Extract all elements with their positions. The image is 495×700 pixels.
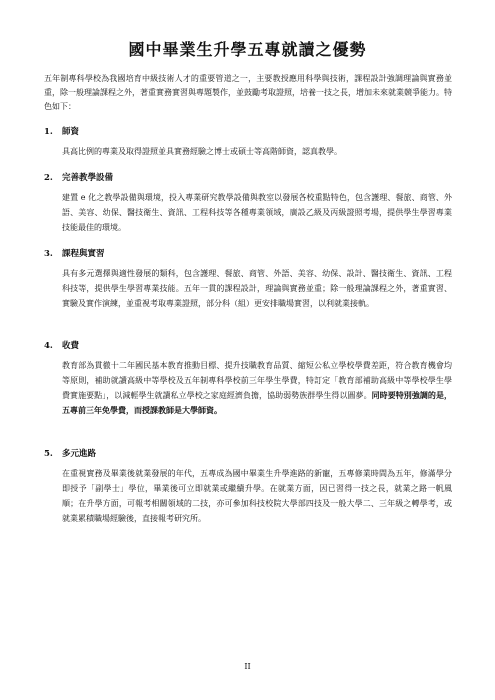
section-body: 具有多元選擇與適性發展的類科，包含護理、餐旅、商管、外語、美容、幼保、設計、醫技衛生、資訊、工程科技等，提供學生學習專業技能。五年一貫的課程設計，理論與實務並重；除一般理論課程之外，著重實習、實驗及實作演練，並重視考取專業證照，部分科（組）更安排職場實習，以利就業接軌。 bbox=[62, 269, 452, 308]
section-number: 5. bbox=[44, 449, 53, 459]
page-number: II bbox=[244, 662, 251, 671]
section-number: 3. bbox=[44, 249, 53, 259]
section-title: 多元進路 bbox=[62, 449, 97, 459]
section-body: 具高比例的專業及取得證照並具實務經驗之博士或碩士等高階師資，認真教學。 bbox=[62, 147, 342, 156]
section-number: 1. bbox=[44, 127, 53, 137]
section-tuition bbox=[44, 340, 452, 418]
section-number: 2. bbox=[44, 173, 53, 183]
intro-paragraph: 五年制專科學校為我國培育中級技術人才的重要管道之一，主要教授應用科學與技術，課程設計強調理論與實務並重，除一般理論課程之外，著重實務實習與專題製作，並鼓勵考取證照，培養一技之長，增加未來就業競爭能力。特色如下： bbox=[44, 74, 452, 111]
section-body: 在重視實務及畢業後就業發展的年代，五專成為國中畢業生升學進路的新寵，五專修業時間為五年，修滿學分即授予「副學士」學位，畢業後可立即就業或繼續升學。在就業方面，因已習得一技之長，就業之路一帆風順；在升學方面，可報考相關領域的二技，亦可參加科技校院大學部四技及一般大學二、三年級之轉學考，或就業累積職場經驗後，直接報考研究所。 bbox=[62, 469, 452, 523]
section-body: 建置 e 化之教學設備與環境，投入專業研究教學設備與教室以發展各校重點特色，包含護理、餐旅、商管、外語、美容、幼保、醫技衛生、資訊、工程科技等各種專業領域，廣設乙級及丙級證照考場，提供學生學習專業技能最佳的環境。 bbox=[62, 193, 452, 232]
section-heading bbox=[44, 126, 452, 138]
highlight-text: 同時要特別強調的是，五專前三年免學費，而授課教師是大學師資。 bbox=[62, 390, 452, 415]
section-title: 課程與實習 bbox=[62, 249, 105, 259]
section-title: 師資 bbox=[62, 127, 80, 137]
section-curriculum bbox=[44, 248, 452, 311]
section-pathways bbox=[44, 448, 452, 526]
section-equipment bbox=[44, 172, 452, 235]
section-title: 完善教學設備 bbox=[62, 173, 114, 183]
section-heading bbox=[44, 448, 452, 460]
section-heading bbox=[44, 340, 452, 352]
section-body bbox=[62, 358, 452, 418]
section-title: 收費 bbox=[62, 341, 80, 351]
section-faculty bbox=[44, 126, 452, 159]
section-number: 4. bbox=[44, 341, 53, 351]
section-body-text: 教育部為貫徹十二年國民基本教育推動目標、提升技職教育品質、縮短公私立學校學費差距，符合教育機會均等原則，補助就讀高級中等學校及五年制專科學校前三年學生學費，特訂定「教育部補助高級中等學校學生學費實施要點」，以減輕學生就讀私立學校之家庭經濟負擔，協助弱勢族群學生得以圓夢。 bbox=[62, 361, 452, 400]
section-heading bbox=[44, 248, 452, 260]
page-title: 國中畢業生升學五專就讀之優勢 bbox=[128, 40, 367, 59]
section-heading bbox=[44, 172, 452, 184]
